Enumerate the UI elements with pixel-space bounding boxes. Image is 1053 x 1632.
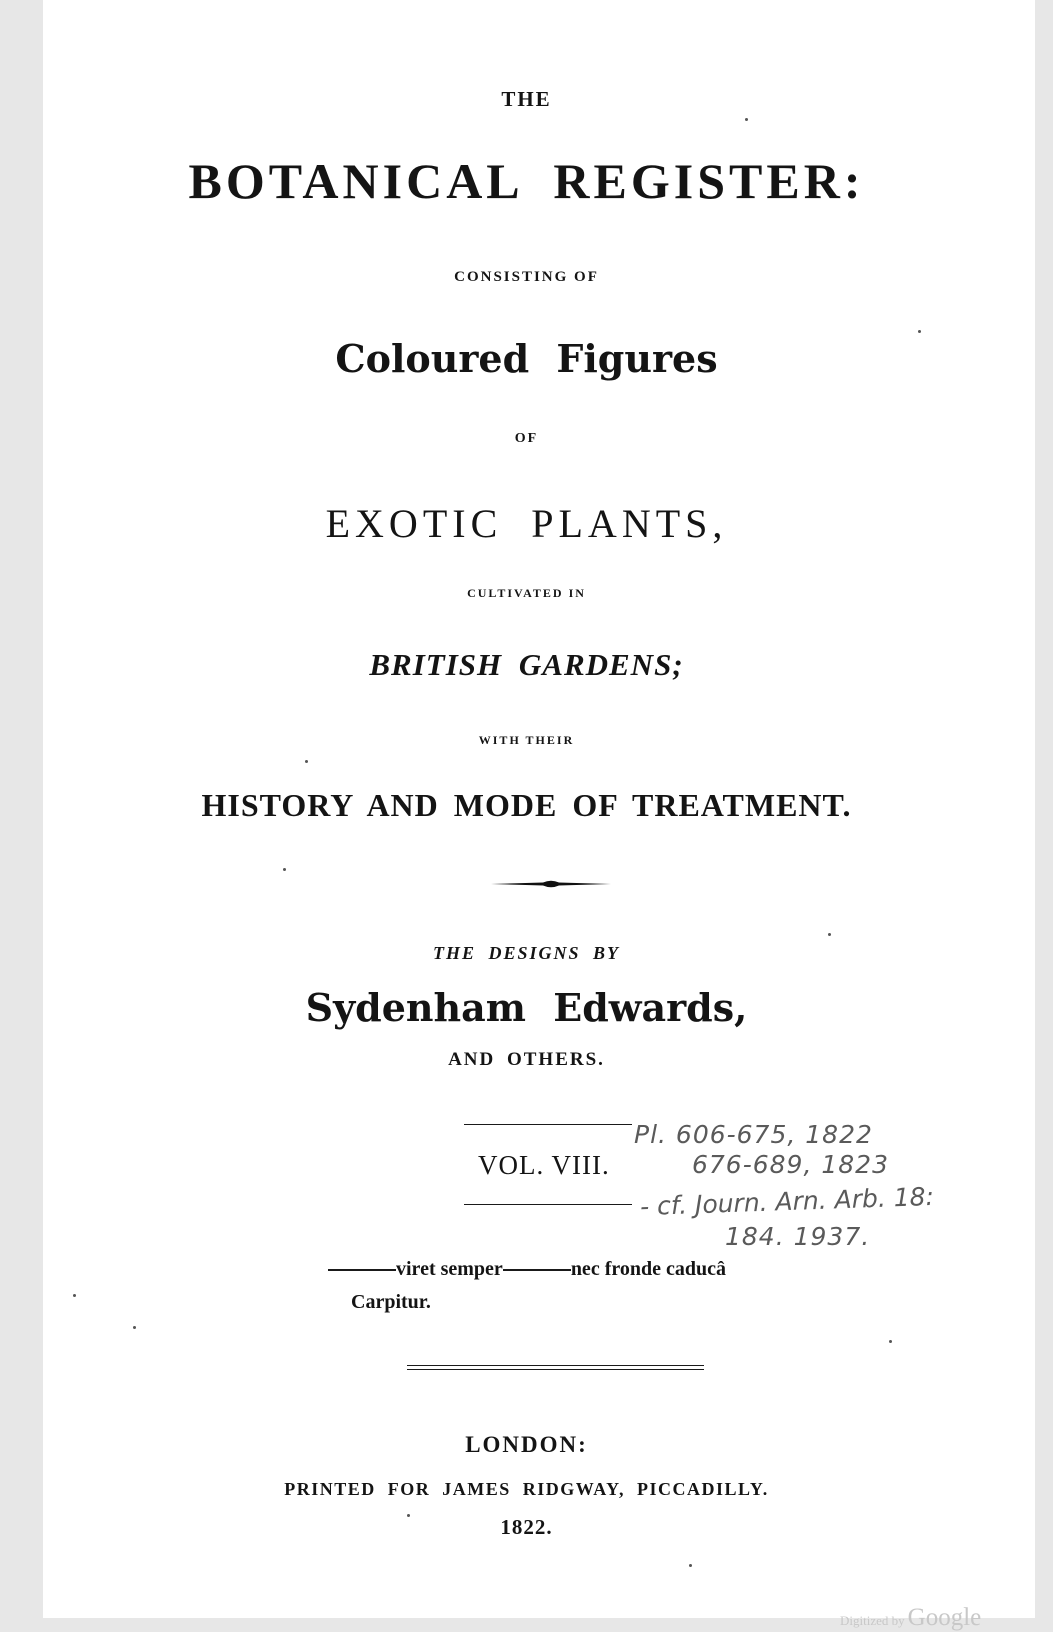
paper-speck bbox=[745, 118, 748, 121]
subtitle-cultivated-in: CULTIVATED IN bbox=[467, 586, 586, 600]
subtitle-exotic-plants: EXOTIC PLANTS, bbox=[325, 501, 728, 546]
paper-speck bbox=[828, 933, 831, 936]
motto-line-1 bbox=[328, 1258, 726, 1281]
paper-speck bbox=[305, 760, 308, 763]
book-title: BOTANICAL REGISTER: bbox=[188, 153, 865, 209]
imprint-place: LONDON: bbox=[465, 1432, 588, 1457]
designs-by-label: THE DESIGNS BY bbox=[432, 943, 621, 963]
ornament-rule bbox=[491, 877, 611, 891]
subtitle-coloured-figures: Coloured Figures bbox=[335, 336, 718, 381]
paper-speck bbox=[689, 1564, 692, 1567]
volume-rule-top bbox=[464, 1124, 632, 1125]
subtitle-history: HISTORY AND MODE OF TREATMENT. bbox=[201, 787, 852, 823]
motto-line-2: Carpitur. bbox=[351, 1291, 431, 1313]
subtitle-of: OF bbox=[514, 431, 539, 446]
paper-speck bbox=[889, 1340, 892, 1343]
subtitle-consisting-of: CONSISTING OF bbox=[454, 269, 599, 285]
volume-number: VOL. VIII. bbox=[478, 1150, 610, 1180]
handwritten-note-line1: Pl. 606-675, 1822 bbox=[634, 1120, 873, 1149]
motto-dash bbox=[503, 1269, 571, 1271]
paper-speck bbox=[283, 868, 286, 871]
paper-speck bbox=[133, 1326, 136, 1329]
paper-speck bbox=[407, 1514, 410, 1517]
handwritten-note-line3: - cf. Journ. Arn. Arb. 18: bbox=[639, 1181, 935, 1222]
paper-speck bbox=[918, 330, 921, 333]
author-name: Sydenham Edwards, bbox=[305, 985, 748, 1030]
subtitle-with-their: WITH THEIR bbox=[478, 733, 575, 747]
motto-dash bbox=[328, 1269, 396, 1271]
volume-rule-bottom bbox=[464, 1204, 632, 1205]
handwritten-note-line4: 184. 1937. bbox=[725, 1222, 871, 1251]
title-article: THE bbox=[501, 87, 552, 111]
imprint-year: 1822. bbox=[500, 1515, 553, 1539]
imprint-printer: PRINTED FOR JAMES RIDGWAY, PICCADILLY. bbox=[284, 1479, 769, 1499]
subtitle-british-gardens: BRITISH GARDENS; bbox=[369, 647, 684, 682]
handwritten-note-line2: 676-689, 1823 bbox=[692, 1150, 889, 1179]
paper-speck bbox=[73, 1294, 76, 1297]
watermark-brand: Google bbox=[907, 1604, 982, 1631]
digitized-watermark bbox=[840, 1604, 981, 1632]
motto-part-a: viret semper bbox=[396, 1258, 503, 1280]
and-others-label: AND OTHERS. bbox=[448, 1049, 605, 1070]
watermark-prefix: Digitized by bbox=[840, 1613, 905, 1628]
double-rule bbox=[407, 1365, 704, 1370]
motto-part-b: nec fronde caducâ bbox=[570, 1258, 726, 1280]
